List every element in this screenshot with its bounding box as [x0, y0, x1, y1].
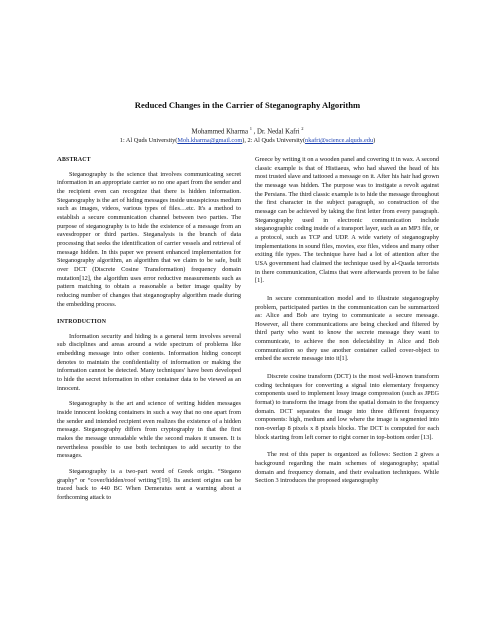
paper-title: Reduced Changes in the Carrier of Steganography Algorithm [134, 100, 361, 110]
intro-paragraph: Information security and hiding is a general term involves several sub disciplines and areas around a wide spectrum of problems like embedding message into other contents. Information hiding concept denotes to maintain the confidentiality of information or making the information cannot be detected. Many techniques' have been developed to hide the secret information in other container data to be viewed as an innocent. [57, 332, 241, 392]
author-2-affil-mark: 2 [301, 126, 304, 131]
introduction-heading-rest: NTRODUCTION [59, 319, 107, 326]
affiliation-close: ) [373, 137, 376, 144]
affiliation-1-text: 1: Al Quds University( [119, 137, 178, 144]
author-1-name: Mohammed Kharma [191, 128, 248, 136]
right-column [255, 156, 439, 486]
left-column [57, 156, 241, 503]
abstract-heading-rest: BSTRACT [61, 157, 91, 163]
author-1-affil-mark: 1 [249, 126, 252, 131]
intro-paragraph: Steganography is the art and science of writing hidden messages inside innocent looking containers in such a way that no one apart from the sender and intended recipient even realizes the existence of a hidden message. Steganography differs from cryptography in that the first makes the message unreadable while the second makes it unseen. It is nevertheless possible to use both techniques to add security to the messages. [57, 400, 241, 460]
author-line [0, 126, 495, 135]
affiliation-line [0, 137, 495, 144]
abstract-heading [57, 156, 241, 165]
email-link-1[interactable]: Moh.kharma@gmail.com [177, 137, 243, 144]
abstract-heading-cap: A [57, 156, 62, 163]
author-2-name: , Dr. Nedal Kafri [251, 128, 300, 136]
intro-paragraph: Steganography is a two-part word of Greek origin. “Stegano graphy” or “cover/hidden/roof writing”[19]. Its ancient origins can be traced back to 440 BC When Demeratus sent a warning about a forthcoming attack to [57, 468, 241, 501]
body-paragraph: In secure communication model and to illustrate steganography problem, participated parties in the communication can be summarized as: Alice and Bob are trying to communicate a secure message. However, all there communications are being checked and filtered by third party who want to know the secrete message they want to communicate, to achieve the non delectability in Alice and Bob communication so they use another container called cover-object to embed the secrete message into it[1]. [255, 294, 439, 363]
body-paragraph: The rest of this paper is organized as follows: Section 2 gives a background regarding the main schemes of steganography; spatial domain and frequency domain, and their evaluation techniques. While Section 3 introduces the proposed steganography [255, 451, 439, 485]
introduction-heading [57, 318, 241, 327]
email-link-2[interactable]: nkafri@science.alquds.edu [305, 137, 374, 144]
body-paragraph: Discrete cosine transform (DCT) is the most well-known transform coding techniques for converting a signal into elementary frequency components used to implement lossy image compression (such as JPEG format) to transform the image from the spatial domain to the frequency domain. DCT separates the image into three different frequency components: high, medium and low where the image is segmented into non-overlap 8 pixels x 8 pixels blocks. The DCT is computed for each block starting from left corner to right corner in top-bottom order [13]. [255, 373, 439, 441]
body-paragraph: Greece by writing it on a wooden panel and covering it in wax. A second classic example is that of Histiaeus, who had shaved the head of his most trusted slave and tattooed a message on it. After his hair had grown the message was hidden. The purpose was to instigate a revolt against the Persians. The third classic example is to hide the message throughout the first character in the subject paragraph, so construction of the message can be achieved by taking the first letter from every paragraph. Steganography used in electronic communication include steganographic coding inside of a transport layer, such as an MP3 file, or a protocol, such as TCP and UDP. A wide variety of steganography implementations in sound files, movies, exe files, videos and many other exiting file types. The technique have had a lot of attention after the USA government had claimed the technique used by al-Quada terrorists in there communication, Claims that were afterwards proven to be false [1]. [255, 156, 439, 285]
abstract-text: Steganography is the science that involves communicating secret information in an appropriate carrier so no one apart from the sender and the recipient even can recognize that there is hidden information. Steganography is the art of hiding messages inside unsuspicious medium such as images, videos, various types of files…etc. It's a method to establish a secure communication channel between two parties. The purpose of steganography is to hide the existence of a message from an eavesdropper or third parties. Steganalysis is the branch of data processing that seeks the identification of carrier vessels and retrieval of message hidden. In this paper we present enhanced implementation for Steganography algorithm, an algorithm that we claim to be safe, built over DCT (Discrete Cosine Transformation) frequency domain mutation[12], the algorithm uses error reductive measurements such as pattern matching to obtain a reasonable a better image quality by reducing number of changes that steganography algorithm made during the embedding process. [57, 170, 241, 308]
affiliation-2-text: ), 2: Al Quds University( [242, 137, 306, 144]
introduction-heading-cap: I [57, 318, 60, 326]
